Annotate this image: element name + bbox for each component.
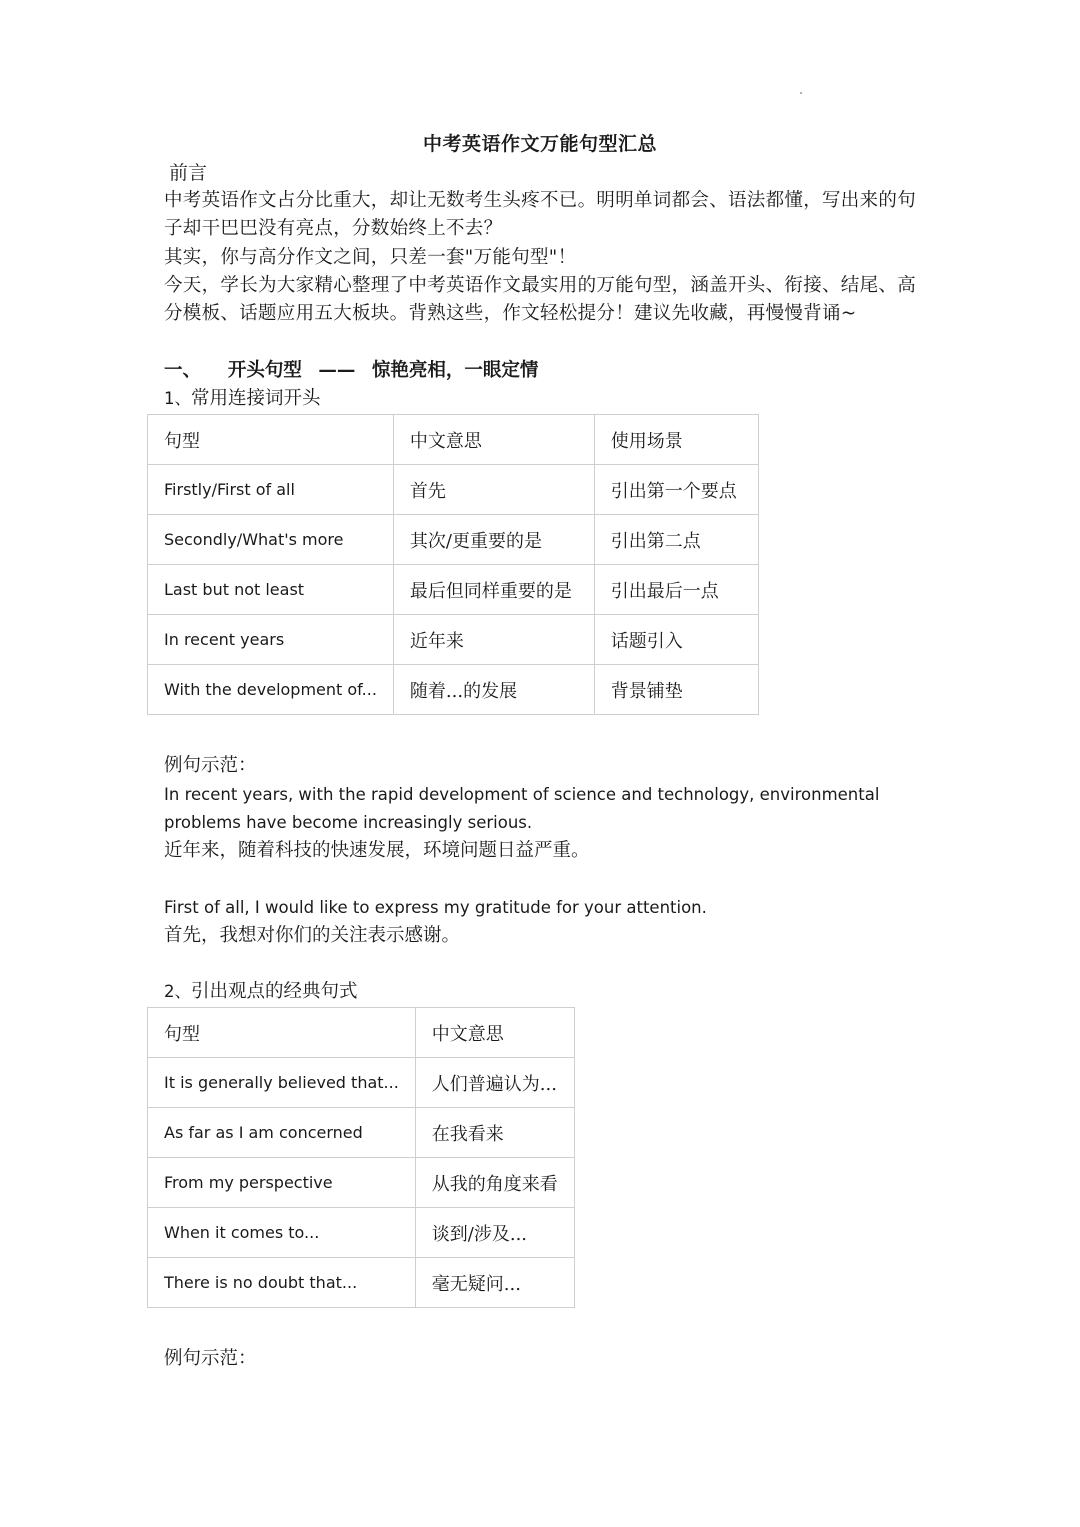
pattern-cell: Firstly/First of all [148,465,394,515]
pattern-cell: In recent years [148,615,394,665]
viewpoints-table [147,1007,575,1308]
meaning-cell: 毫无疑问... [415,1258,574,1308]
table-row [148,515,759,565]
pattern-cell: With the development of... [148,665,394,715]
section-title: 开头句型 [227,360,302,381]
table-row [148,1158,575,1208]
part1-heading-text: 常用连接词开头 [191,388,321,409]
example-english: First of all, I would like to express my gratitude for your attention. [164,898,707,917]
preface-paragraph-2: 其实，你与高分作文之间，只差一套"万能句型"！ [164,247,577,268]
pattern-cell: As far as I am concerned [148,1108,416,1158]
meaning-cell: 近年来 [393,615,594,665]
usage-cell: 引出最后一点 [594,565,758,615]
part2-heading [164,979,358,1005]
pattern-cell: There is no doubt that... [148,1258,416,1308]
meaning-cell: 其次/更重要的是 [393,515,594,565]
table-row [148,1058,575,1108]
meaning-cell: 随着...的发展 [393,665,594,715]
pattern-cell: It is generally believed that... [148,1058,416,1108]
meaning-cell: 谈到/涉及... [415,1208,574,1258]
connectors-table [147,414,759,715]
meaning-cell: 在我看来 [415,1108,574,1158]
section-heading [164,358,538,384]
section-number: 一、 [164,360,202,381]
header-cell: 使用场景 [594,415,758,465]
example-label: 例句示范： [164,1348,257,1369]
usage-cell: 引出第二点 [594,515,758,565]
table-header-row [148,415,759,465]
preface-paragraph-1: 中考英语作文占分比重大，却让无数考生头疼不已。明明单词都会、语法都懂，写出来的句子却干巴巴没有亮点，分数始终上不去？ [164,190,917,240]
table-row [148,565,759,615]
header-cell: 句型 [148,1008,416,1058]
meaning-cell: 首先 [393,465,594,515]
table-row [148,615,759,665]
meaning-cell: 人们普遍认为... [415,1058,574,1108]
table-row [148,1108,575,1158]
example-label: 例句示范： [164,755,257,776]
table-row [148,465,759,515]
header-cell: 中文意思 [393,415,594,465]
example-english: In recent years, with the rapid development of science and technology, environmental problems have become increasingly serious. [164,785,880,832]
example-chinese: 首先，我想对你们的关注表示感谢。 [164,925,461,946]
preface-paragraph-3: 今天，学长为大家精心整理了中考英语作文最实用的万能句型，涵盖开头、衔接、结尾、高分模板、话题应用五大板块。背熟这些，作文轻松提分！建议先收藏，再慢慢背诵~ [164,275,917,325]
document-title: 中考英语作文万能句型汇总 [422,133,657,155]
meaning-cell: 从我的角度来看 [415,1158,574,1208]
table-row [148,1208,575,1258]
example-chinese: 近年来，随着科技的快速发展，环境问题日益严重。 [164,840,590,861]
usage-cell: 背景铺垫 [594,665,758,715]
part2-heading-number: 2、 [164,982,191,1001]
meaning-cell: 最后但同样重要的是 [393,565,594,615]
pattern-cell: Secondly/What's more [148,515,394,565]
part2-heading-text: 引出观点的经典句式 [191,981,358,1002]
section-dash: —— [318,360,356,381]
pattern-cell: From my perspective [148,1158,416,1208]
pattern-cell: When it comes to... [148,1208,416,1258]
header-cell: 句型 [148,415,394,465]
usage-cell: 话题引入 [594,615,758,665]
table-row [148,1258,575,1308]
pattern-cell: Last but not least [148,565,394,615]
table-header-row [148,1008,575,1058]
usage-cell: 引出第一个要点 [594,465,758,515]
part1-heading-number: 1、 [164,389,191,408]
preface-heading: 前言 [169,162,208,184]
speck-mark [800,92,802,94]
section-subtitle: 惊艳亮相，一眼定情 [371,360,539,381]
part1-heading [164,386,321,412]
header-cell: 中文意思 [415,1008,574,1058]
table-row [148,665,759,715]
